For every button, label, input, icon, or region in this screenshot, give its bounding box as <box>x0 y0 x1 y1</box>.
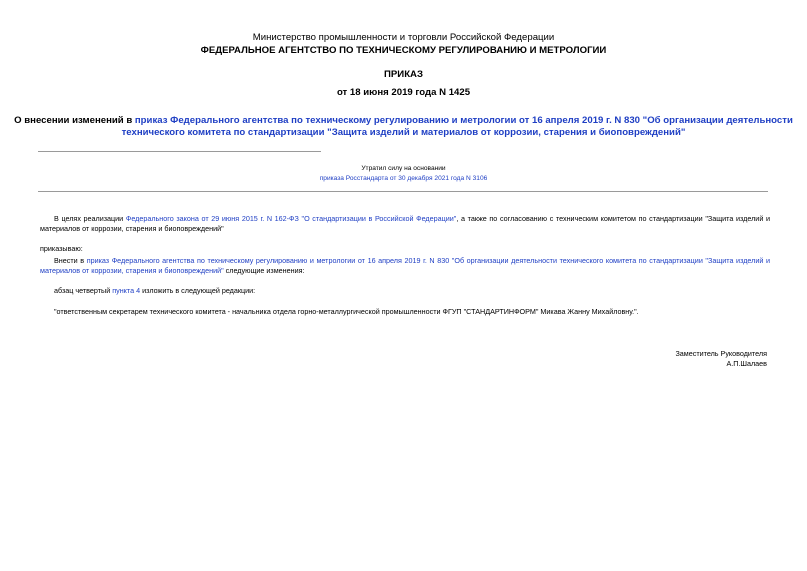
signatory-position: Заместитель Руководителя <box>675 349 767 358</box>
p1-suffix: , а также по согласованию с техническим комитетом по стандартизации "Защита изделий и материалов от коррозии, старения и биоповреждений" <box>40 214 770 233</box>
title-link-line1[interactable]: приказ Федерального агентства по техническому регулированию и метрологии от 16 апреля 2019 г. N 830 "Об организации деятельности <box>134 115 793 126</box>
p3-suffix: изложить в следующей редакции: <box>140 286 256 295</box>
p1-prefix: В целях реализации <box>54 214 126 223</box>
document-type: ПРИКАЗ <box>384 69 423 80</box>
title-prefix: О внесении изменений в <box>14 115 135 126</box>
paragraph-purpose <box>40 214 770 234</box>
status-link[interactable]: приказа Росстандарта от 30 декабря 2021 года N 3106 <box>319 175 488 182</box>
p2-suffix: следующие изменения: <box>223 266 305 275</box>
separator-line-long <box>38 191 768 192</box>
paragraph-amendment <box>40 256 770 276</box>
status-text: Утратил силу на основании <box>361 165 446 172</box>
signatory-name: А.П.Шалаев <box>726 359 767 368</box>
title-link-line2[interactable]: технического комитета по стандартизации "Защита изделий и материалов от коррозии, старения и биоповреждений" <box>121 127 686 138</box>
order-word: приказываю: <box>40 244 83 253</box>
paragraph-new-wording: "ответственным секретарем технического комитета - начальника отдела горно-металлургической промышленности ФГУП "СТАНДАРТИНФОРМ" Микава Жанну Михайловну.". <box>54 307 639 316</box>
separator-line-short <box>38 151 321 152</box>
signature-block <box>675 349 767 369</box>
p3-prefix: абзац четвертый <box>54 286 113 295</box>
document-title <box>0 115 807 139</box>
order-830-link[interactable]: приказ Федерального агентства по техническому регулированию и метрологии от 16 апреля 2019 г. N 830 "Об организации деятельности технического комитета по стандартизации "Защита изделий и материалов от коррозии, старения и биоповреждений" <box>40 256 770 275</box>
p2-prefix: Внести в <box>54 256 87 265</box>
agency-name: ФЕДЕРАЛЬНОЕ АГЕНТСТВО ПО ТЕХНИЧЕСКОМУ РЕГУЛИРОВАНИЮ И МЕТРОЛОГИИ <box>200 45 607 56</box>
paragraph-clause <box>54 286 255 296</box>
clause-4-link[interactable]: пункта 4 <box>112 286 141 295</box>
ministry-name: Министерство промышленности и торговли Российской Федерации <box>252 32 555 43</box>
document-date-number: от 18 июня 2019 года N 1425 <box>336 87 471 98</box>
federal-law-link[interactable]: Федерального закона от 29 июня 2015 г. N 162-ФЗ "О стандартизации в Российской Федерации" <box>125 214 457 223</box>
status-block <box>0 164 807 184</box>
